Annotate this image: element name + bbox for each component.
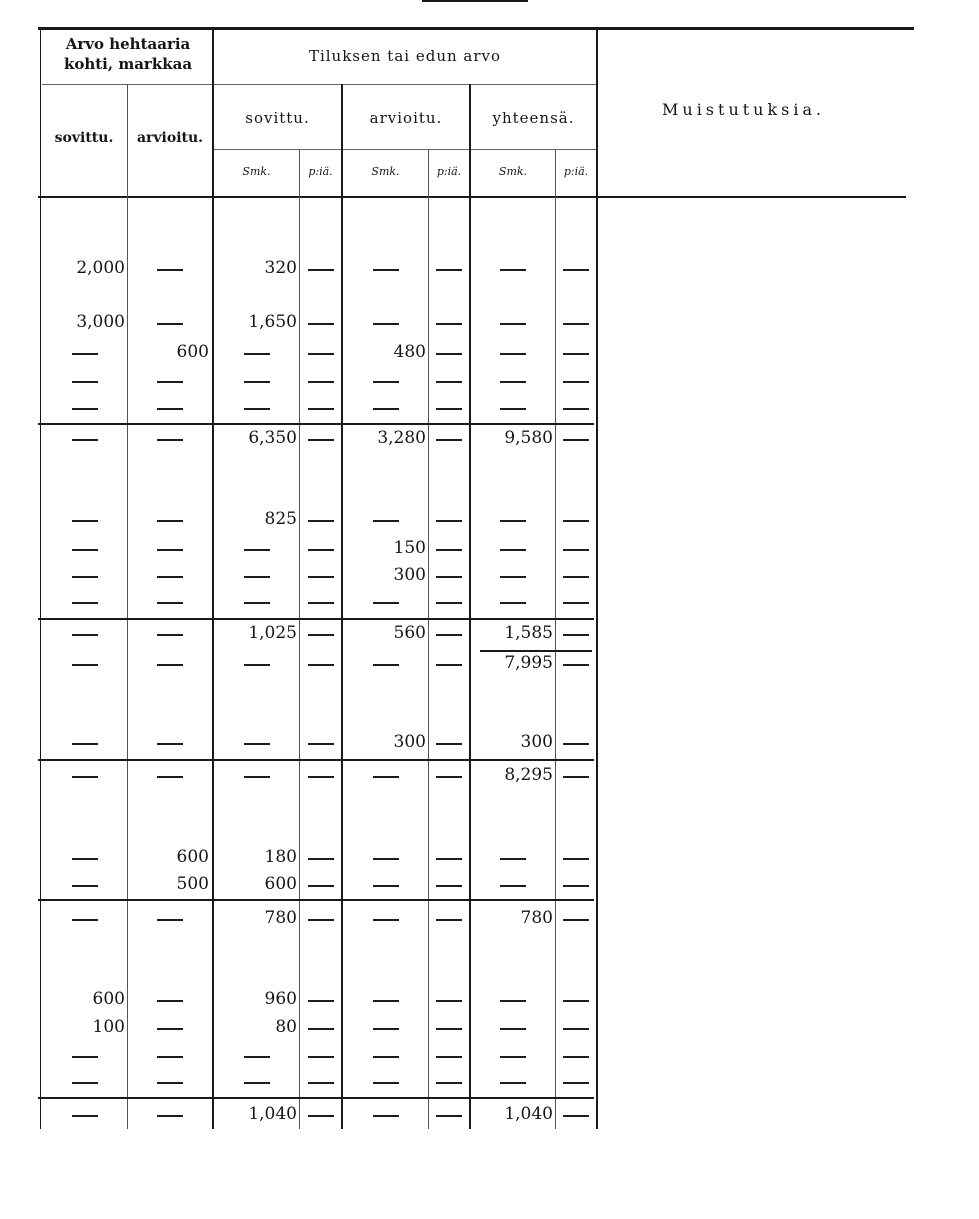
cell-t-p-10 (570, 622, 587, 642)
cell-t-p-15 (570, 873, 587, 893)
cell-ha-s-2 (79, 341, 96, 361)
cell-v-a_p-7 (443, 537, 460, 557)
cell-v-s_p-1 (315, 311, 332, 331)
cell-v-a_p-21 (443, 1103, 460, 1123)
col-line-va-p (428, 149, 429, 1129)
group-sep-4 (38, 899, 594, 901)
cell-t-p-14 (570, 846, 587, 866)
cell-v-s-12 (251, 731, 268, 751)
cell-v-s-3 (251, 369, 268, 389)
cell-ha-s-17: 600 (92, 989, 125, 1009)
cell-v-a-20 (380, 1070, 397, 1090)
cell-v-s_p-19 (315, 1044, 332, 1064)
cell-v-a_p-19 (443, 1044, 460, 1064)
cell-t-p-18 (570, 1016, 587, 1036)
cell-t-p-9 (570, 590, 587, 610)
cell-v-a_p-11 (443, 652, 460, 672)
cell-ha-a-14: 600 (176, 847, 209, 867)
cell-v-a-3 (380, 369, 397, 389)
cell-v-a_p-20 (443, 1070, 460, 1090)
cell-v-a-12: 300 (393, 732, 426, 752)
cell-t-8 (507, 564, 524, 584)
cell-v-a_p-3 (443, 369, 460, 389)
cell-v-s_p-10 (315, 622, 332, 642)
cell-v-a-10: 560 (393, 623, 426, 643)
cell-v-a-18 (380, 1016, 397, 1036)
header-line-per-ha (42, 84, 214, 85)
col-agreed-header: sovittu. (54, 130, 114, 146)
cell-v-s-20 (251, 1070, 268, 1090)
cell-v-s_p-0 (315, 257, 332, 277)
cell-v-s-5: 6,350 (248, 428, 297, 448)
group-sep-1 (38, 423, 594, 425)
cell-v-s_p-14 (315, 846, 332, 866)
cell-v-s_p-2 (315, 341, 332, 361)
cell-v-a_p-14 (443, 846, 460, 866)
cell-ha-s-16 (79, 907, 96, 927)
cell-ha-s-20 (79, 1070, 96, 1090)
cell-v-a-4 (380, 396, 397, 416)
col-line-ha-split (127, 84, 128, 1129)
cell-v-s_p-9 (315, 590, 332, 610)
cell-t-18 (507, 1016, 524, 1036)
cell-v-s_p-16 (315, 907, 332, 927)
cell-ha-s-7 (79, 537, 96, 557)
header-line-value (214, 84, 598, 85)
col-line-remarks-start (596, 29, 598, 1129)
cell-v-s_p-6 (315, 508, 332, 528)
cell-v-s-11 (251, 652, 268, 672)
cell-ha-s-11 (79, 652, 96, 672)
cell-v-a_p-9 (443, 590, 460, 610)
cell-v-a-1 (380, 311, 397, 331)
cell-ha-a-13 (164, 764, 181, 784)
cell-ha-a-17 (164, 988, 181, 1008)
cell-t-11: 7,995 (504, 653, 553, 673)
col-estimated-header: arvioitu. (136, 130, 204, 146)
col-line-total-p (555, 149, 556, 1129)
cell-v-s-21: 1,040 (248, 1104, 297, 1124)
cell-t-9 (507, 590, 524, 610)
cell-v-s_p-20 (315, 1070, 332, 1090)
cell-t-p-4 (570, 396, 587, 416)
group-sep-5 (38, 1097, 594, 1099)
col-line-total-start (469, 84, 471, 1129)
cell-v-a_p-18 (443, 1016, 460, 1036)
cell-t-p-16 (570, 907, 587, 927)
cell-v-s-10: 1,025 (248, 623, 297, 643)
cell-v-s-2 (251, 341, 268, 361)
cell-v-a_p-12 (443, 731, 460, 751)
group-sep-2 (38, 618, 594, 620)
cell-ha-s-3 (79, 369, 96, 389)
cell-ha-s-10 (79, 622, 96, 642)
cell-ha-a-4 (164, 396, 181, 416)
cell-t-10: 1,585 (504, 623, 553, 643)
cell-v-a-16 (380, 907, 397, 927)
cell-t-13: 8,295 (504, 765, 553, 785)
cell-v-s_p-7 (315, 537, 332, 557)
cell-v-s_p-18 (315, 1016, 332, 1036)
cell-v-a-7: 150 (393, 538, 426, 558)
cell-ha-a-11 (164, 652, 181, 672)
cell-v-a_p-4 (443, 396, 460, 416)
per-hectare-title: Arvo hehtaaria kohti, markkaa (63, 35, 193, 73)
top-mark (422, 0, 528, 2)
cell-t-p-8 (570, 564, 587, 584)
cell-ha-a-3 (164, 369, 181, 389)
cell-ha-a-1 (164, 311, 181, 331)
cell-t-p-20 (570, 1070, 587, 1090)
cell-t-p-21 (570, 1103, 587, 1123)
cell-ha-s-5 (79, 427, 96, 447)
cell-t-20 (507, 1070, 524, 1090)
cell-v-a-17 (380, 988, 397, 1008)
cell-v-a_p-17 (443, 988, 460, 1008)
cell-ha-a-20 (164, 1070, 181, 1090)
cell-ha-a-7 (164, 537, 181, 557)
cell-ha-s-6 (79, 508, 96, 528)
cell-v-s-0: 320 (264, 258, 297, 278)
cell-t-6 (507, 508, 524, 528)
cell-ha-a-0 (164, 257, 181, 277)
cell-v-s-19 (251, 1044, 268, 1064)
cell-ha-a-5 (164, 427, 181, 447)
cell-t-p-6 (570, 508, 587, 528)
cell-ha-s-1: 3,000 (76, 312, 125, 332)
cell-v-s-18: 80 (275, 1017, 297, 1037)
cell-v-a-6 (380, 508, 397, 528)
value-agreed-header: sovittu. (245, 109, 310, 127)
unit-p-2: p:iä. (436, 165, 462, 178)
cell-v-s_p-15 (315, 873, 332, 893)
cell-ha-a-6 (164, 508, 181, 528)
cell-v-a_p-10 (443, 622, 460, 642)
cell-t-p-2 (570, 341, 587, 361)
cell-ha-a-15: 500 (176, 874, 209, 894)
cell-t-12: 300 (520, 732, 553, 752)
col-line-left (40, 29, 41, 1129)
cell-v-a_p-8 (443, 564, 460, 584)
cell-v-a_p-13 (443, 764, 460, 784)
cell-v-s-8 (251, 564, 268, 584)
cell-t-14 (507, 846, 524, 866)
cell-v-a_p-16 (443, 907, 460, 927)
cell-v-s_p-12 (315, 731, 332, 751)
cell-v-s-17: 960 (264, 989, 297, 1009)
cell-t-17 (507, 988, 524, 1008)
cell-v-s-6: 825 (264, 509, 297, 529)
cell-ha-a-2: 600 (176, 342, 209, 362)
value-total-header: yhteensä. (492, 109, 575, 127)
cell-v-s-7 (251, 537, 268, 557)
cell-v-a_p-5 (443, 427, 460, 447)
cell-ha-s-21 (79, 1103, 96, 1123)
cell-v-a_p-15 (443, 873, 460, 893)
header-bottom-border (38, 196, 906, 198)
cell-ha-s-12 (79, 731, 96, 751)
cell-t-p-13 (570, 764, 587, 784)
cell-ha-s-14 (79, 846, 96, 866)
col-line-value-start (212, 29, 214, 1129)
cell-t-p-12 (570, 731, 587, 751)
cell-ha-s-19 (79, 1044, 96, 1064)
cell-v-s-9 (251, 590, 268, 610)
cell-v-a_p-0 (443, 257, 460, 277)
cell-ha-s-15 (79, 873, 96, 893)
cell-ha-a-16 (164, 907, 181, 927)
cell-ha-s-0: 2,000 (76, 258, 125, 278)
cell-v-s_p-5 (315, 427, 332, 447)
cell-ha-s-4 (79, 396, 96, 416)
cell-t-p-1 (570, 311, 587, 331)
cell-t-7 (507, 537, 524, 557)
cell-v-a-21 (380, 1103, 397, 1123)
cell-t-1 (507, 311, 524, 331)
value-title: Tiluksen tai edun arvo (308, 47, 502, 65)
cell-v-s-1: 1,650 (248, 312, 297, 332)
cell-t-0 (507, 257, 524, 277)
remarks-header: Muistutuksia. (662, 100, 826, 119)
cell-t-p-17 (570, 988, 587, 1008)
cell-v-s_p-17 (315, 988, 332, 1008)
cell-t-p-7 (570, 537, 587, 557)
cell-v-a-11 (380, 652, 397, 672)
cell-t-p-19 (570, 1044, 587, 1064)
cell-v-a_p-6 (443, 508, 460, 528)
unit-mk-2: Smk. (371, 165, 400, 178)
cell-t-p-5 (570, 427, 587, 447)
cell-t-4 (507, 396, 524, 416)
cell-t-5: 9,580 (504, 428, 553, 448)
unit-mk-1: Smk. (242, 165, 271, 178)
cell-v-a_p-1 (443, 311, 460, 331)
cell-v-a-8: 300 (393, 565, 426, 585)
cell-v-s-4 (251, 396, 268, 416)
table-top-border (38, 27, 914, 30)
unit-p-3: p:iä. (563, 165, 589, 178)
col-line-vs-p (299, 149, 300, 1129)
group-sep-3 (38, 759, 594, 761)
value-estimated-header: arvioitu. (369, 109, 443, 127)
cell-t-3 (507, 369, 524, 389)
cell-v-a-13 (380, 764, 397, 784)
cell-t-p-11 (570, 652, 587, 672)
cell-ha-a-8 (164, 564, 181, 584)
cell-v-a-5: 3,280 (377, 428, 426, 448)
cell-ha-s-13 (79, 764, 96, 784)
cell-v-s_p-11 (315, 652, 332, 672)
cell-ha-a-21 (164, 1103, 181, 1123)
cell-v-a-14 (380, 846, 397, 866)
cell-ha-s-9 (79, 590, 96, 610)
cell-t-p-0 (570, 257, 587, 277)
unit-mk-3: Smk. (498, 165, 528, 178)
cell-v-s-16: 780 (264, 908, 297, 928)
cell-v-a-0 (380, 257, 397, 277)
cell-v-s_p-21 (315, 1103, 332, 1123)
cell-v-s_p-4 (315, 396, 332, 416)
cell-v-s_p-8 (315, 564, 332, 584)
cell-t-2 (507, 341, 524, 361)
cell-ha-a-10 (164, 622, 181, 642)
cell-t-16: 780 (520, 908, 553, 928)
cell-v-a-2: 480 (393, 342, 426, 362)
cell-v-a-9 (380, 590, 397, 610)
cell-v-a-19 (380, 1044, 397, 1064)
cell-v-s_p-3 (315, 369, 332, 389)
cell-v-s-13 (251, 764, 268, 784)
cell-t-15 (507, 873, 524, 893)
cell-v-a-15 (380, 873, 397, 893)
cell-t-21: 1,040 (504, 1104, 553, 1124)
cell-t-p-3 (570, 369, 587, 389)
cell-ha-a-12 (164, 731, 181, 751)
cell-ha-a-9 (164, 590, 181, 610)
cell-v-s_p-13 (315, 764, 332, 784)
cell-v-s-14: 180 (264, 847, 297, 867)
cell-t-19 (507, 1044, 524, 1064)
cell-ha-a-19 (164, 1044, 181, 1064)
cell-ha-s-8 (79, 564, 96, 584)
header-line-units (214, 149, 598, 150)
col-line-va-start (341, 84, 343, 1129)
cell-ha-s-18: 100 (92, 1017, 125, 1037)
unit-p-1: p:iä. (308, 165, 333, 178)
cell-ha-a-18 (164, 1016, 181, 1036)
cell-v-a_p-2 (443, 341, 460, 361)
cell-v-s-15: 600 (264, 874, 297, 894)
